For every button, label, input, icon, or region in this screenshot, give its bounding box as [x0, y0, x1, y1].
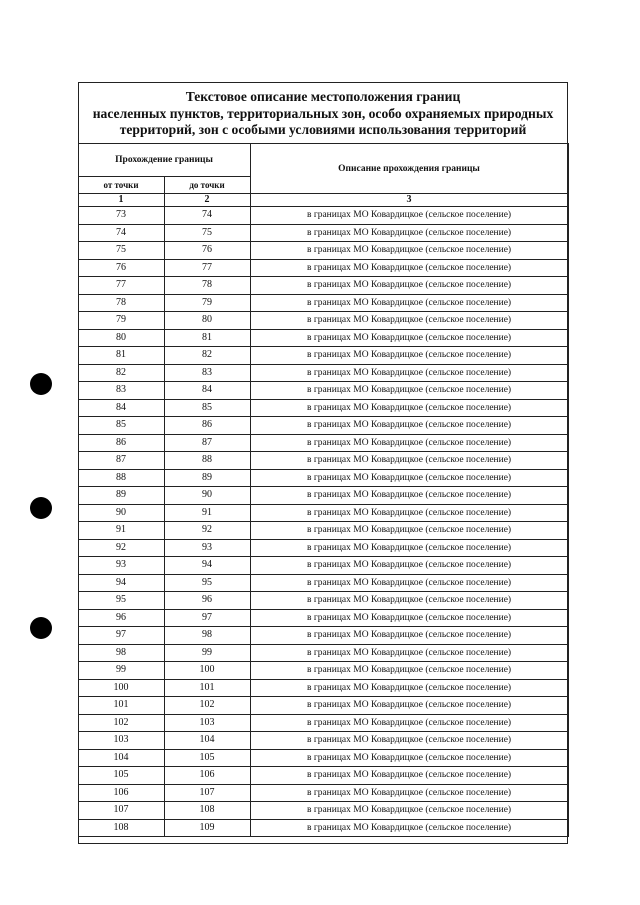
table-row — [78, 224, 568, 242]
from-point-cell: 101 — [78, 697, 164, 715]
table-row — [78, 767, 568, 785]
table-row — [78, 382, 568, 400]
table-row — [78, 242, 568, 260]
description-cell: в границах МО Ковардицкое (сельское поселение) — [250, 399, 568, 417]
to-point-cell: 97 — [164, 609, 250, 627]
description-cell: в границах МО Ковардицкое (сельское поселение) — [250, 294, 568, 312]
from-point-cell: 89 — [78, 487, 164, 505]
title-line: территорий, зон с особыми условиями использования территорий — [119, 122, 527, 137]
to-point-cell: 86 — [164, 417, 250, 435]
to-point-cell: 82 — [164, 347, 250, 365]
table-row — [78, 452, 568, 470]
description-cell: в границах МО Ковардицкое (сельское поселение) — [250, 312, 568, 330]
to-point-cell: 80 — [164, 312, 250, 330]
table-row — [78, 504, 568, 522]
description-cell: в границах МО Ковардицкое (сельское поселение) — [250, 574, 568, 592]
from-point-cell: 103 — [78, 732, 164, 750]
table-row — [78, 277, 568, 295]
description-cell: в границах МО Ковардицкое (сельское поселение) — [250, 259, 568, 277]
to-point-cell: 88 — [164, 452, 250, 470]
to-point-cell: 107 — [164, 784, 250, 802]
table-row — [78, 644, 568, 662]
from-point-cell: 75 — [78, 242, 164, 260]
description-cell: в границах МО Ковардицкое (сельское поселение) — [250, 802, 568, 820]
binder-hole-icon — [30, 373, 52, 395]
to-point-cell: 94 — [164, 557, 250, 575]
from-point-cell: 86 — [78, 434, 164, 452]
table-row — [78, 574, 568, 592]
column-number: 2 — [164, 194, 250, 207]
from-point-cell: 73 — [78, 207, 164, 225]
description-cell: в границах МО Ковардицкое (сельское поселение) — [250, 679, 568, 697]
description-cell: в границах МО Ковардицкое (сельское поселение) — [250, 224, 568, 242]
to-point-cell: 90 — [164, 487, 250, 505]
to-point-cell: 109 — [164, 819, 250, 837]
to-point-cell: 105 — [164, 749, 250, 767]
table-row — [78, 697, 568, 715]
to-point-cell: 85 — [164, 399, 250, 417]
description-cell: в границах МО Ковардицкое (сельское поселение) — [250, 434, 568, 452]
from-point-cell: 81 — [78, 347, 164, 365]
table-row — [78, 259, 568, 277]
description-cell: в границах МО Ковардицкое (сельское поселение) — [250, 644, 568, 662]
to-point-cell: 92 — [164, 522, 250, 540]
title-line: Текстовое описание местоположения границ — [185, 89, 461, 104]
to-point-cell: 87 — [164, 434, 250, 452]
description-cell: в границах МО Ковардицкое (сельское поселение) — [250, 242, 568, 260]
from-point-cell: 106 — [78, 784, 164, 802]
from-point-cell: 77 — [78, 277, 164, 295]
table-row — [78, 679, 568, 697]
description-cell: в границах МО Ковардицкое (сельское поселение) — [250, 277, 568, 295]
from-point-cell: 91 — [78, 522, 164, 540]
table-row — [78, 732, 568, 750]
to-point-cell: 101 — [164, 679, 250, 697]
description-cell: в границах МО Ковардицкое (сельское поселение) — [250, 732, 568, 750]
table-row — [78, 662, 568, 680]
description-cell: в границах МО Ковардицкое (сельское поселение) — [250, 347, 568, 365]
from-point-cell: 93 — [78, 557, 164, 575]
from-point-cell: 84 — [78, 399, 164, 417]
from-point-cell: 79 — [78, 312, 164, 330]
boundary-table — [78, 143, 569, 837]
binder-hole-icon — [30, 497, 52, 519]
from-point-cell: 102 — [78, 714, 164, 732]
table-row — [78, 312, 568, 330]
from-point-cell: 99 — [78, 662, 164, 680]
from-point-cell: 90 — [78, 504, 164, 522]
to-point-cell: 79 — [164, 294, 250, 312]
to-point-cell: 89 — [164, 469, 250, 487]
from-point-cell: 82 — [78, 364, 164, 382]
to-point-cell: 100 — [164, 662, 250, 680]
header-from-point: от точки — [78, 177, 164, 194]
description-cell: в границах МО Ковардицкое (сельское поселение) — [250, 522, 568, 540]
to-point-cell: 96 — [164, 592, 250, 610]
description-cell: в границах МО Ковардицкое (сельское поселение) — [250, 819, 568, 837]
table-row — [78, 714, 568, 732]
table-row — [78, 592, 568, 610]
to-point-cell: 81 — [164, 329, 250, 347]
description-cell: в границах МО Ковардицкое (сельское поселение) — [250, 539, 568, 557]
table-row — [78, 329, 568, 347]
from-point-cell: 83 — [78, 382, 164, 400]
column-number: 1 — [78, 194, 164, 207]
to-point-cell: 99 — [164, 644, 250, 662]
description-cell: в границах МО Ковардицкое (сельское поселение) — [250, 767, 568, 785]
table-row — [78, 539, 568, 557]
table-row — [78, 802, 568, 820]
from-point-cell: 107 — [78, 802, 164, 820]
description-cell: в границах МО Ковардицкое (сельское поселение) — [250, 784, 568, 802]
description-cell: в границах МО Ковардицкое (сельское поселение) — [250, 662, 568, 680]
table-row — [78, 399, 568, 417]
from-point-cell: 76 — [78, 259, 164, 277]
to-point-cell: 76 — [164, 242, 250, 260]
header-boundary-passage: Прохождение границы — [78, 144, 250, 177]
from-point-cell: 95 — [78, 592, 164, 610]
table-row — [78, 364, 568, 382]
to-point-cell: 95 — [164, 574, 250, 592]
from-point-cell: 104 — [78, 749, 164, 767]
from-point-cell: 97 — [78, 627, 164, 645]
from-point-cell: 87 — [78, 452, 164, 470]
to-point-cell: 84 — [164, 382, 250, 400]
from-point-cell: 98 — [78, 644, 164, 662]
from-point-cell: 100 — [78, 679, 164, 697]
from-point-cell: 85 — [78, 417, 164, 435]
table-row — [78, 609, 568, 627]
from-point-cell: 94 — [78, 574, 164, 592]
table-row — [78, 557, 568, 575]
document-title — [79, 89, 567, 139]
from-point-cell: 92 — [78, 539, 164, 557]
to-point-cell: 104 — [164, 732, 250, 750]
column-number: 3 — [250, 194, 568, 207]
to-point-cell: 98 — [164, 627, 250, 645]
table-row — [78, 627, 568, 645]
description-cell: в границах МО Ковардицкое (сельское поселение) — [250, 504, 568, 522]
to-point-cell: 93 — [164, 539, 250, 557]
header-description: Описание прохождения границы — [250, 144, 568, 194]
to-point-cell: 75 — [164, 224, 250, 242]
description-cell: в границах МО Ковардицкое (сельское поселение) — [250, 452, 568, 470]
table-row — [78, 294, 568, 312]
to-point-cell: 74 — [164, 207, 250, 225]
description-cell: в границах МО Ковардицкое (сельское поселение) — [250, 557, 568, 575]
description-cell: в границах МО Ковардицкое (сельское поселение) — [250, 469, 568, 487]
description-cell: в границах МО Ковардицкое (сельское поселение) — [250, 609, 568, 627]
description-cell: в границах МО Ковардицкое (сельское поселение) — [250, 714, 568, 732]
to-point-cell: 106 — [164, 767, 250, 785]
from-point-cell: 80 — [78, 329, 164, 347]
table-row — [78, 207, 568, 225]
from-point-cell: 96 — [78, 609, 164, 627]
description-cell: в границах МО Ковардицкое (сельское поселение) — [250, 329, 568, 347]
table-row — [78, 819, 568, 837]
description-cell: в границах МО Ковардицкое (сельское поселение) — [250, 487, 568, 505]
description-cell: в границах МО Ковардицкое (сельское поселение) — [250, 749, 568, 767]
header-to-point: до точки — [164, 177, 250, 194]
from-point-cell: 108 — [78, 819, 164, 837]
description-cell: в границах МО Ковардицкое (сельское поселение) — [250, 697, 568, 715]
table-body — [78, 207, 568, 837]
table-row — [78, 487, 568, 505]
table-row — [78, 784, 568, 802]
from-point-cell: 105 — [78, 767, 164, 785]
table-row — [78, 749, 568, 767]
title-line: населенных пунктов, территориальных зон, особо охраняемых природных — [92, 105, 554, 121]
document-frame — [78, 82, 568, 844]
to-point-cell: 77 — [164, 259, 250, 277]
description-cell: в границах МО Ковардицкое (сельское поселение) — [250, 627, 568, 645]
table-row — [78, 347, 568, 365]
binder-hole-icon — [30, 617, 52, 639]
table-row — [78, 469, 568, 487]
to-point-cell: 103 — [164, 714, 250, 732]
description-cell: в границах МО Ковардицкое (сельское поселение) — [250, 417, 568, 435]
to-point-cell: 108 — [164, 802, 250, 820]
table-row — [78, 417, 568, 435]
from-point-cell: 88 — [78, 469, 164, 487]
to-point-cell: 102 — [164, 697, 250, 715]
table-row — [78, 522, 568, 540]
table-row — [78, 434, 568, 452]
description-cell: в границах МО Ковардицкое (сельское поселение) — [250, 207, 568, 225]
to-point-cell: 78 — [164, 277, 250, 295]
description-cell: в границах МО Ковардицкое (сельское поселение) — [250, 364, 568, 382]
to-point-cell: 91 — [164, 504, 250, 522]
description-cell: в границах МО Ковардицкое (сельское поселение) — [250, 382, 568, 400]
description-cell: в границах МО Ковардицкое (сельское поселение) — [250, 592, 568, 610]
from-point-cell: 78 — [78, 294, 164, 312]
from-point-cell: 74 — [78, 224, 164, 242]
to-point-cell: 83 — [164, 364, 250, 382]
